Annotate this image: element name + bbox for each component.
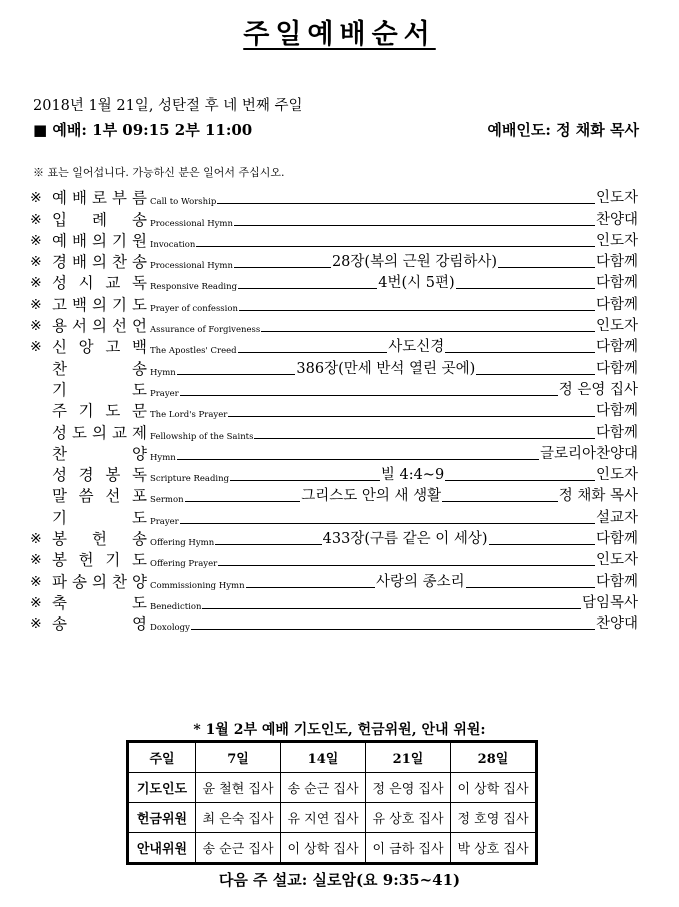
item-name: 주 기 도 문 [52, 402, 147, 421]
standing-mark: ※ [30, 232, 42, 249]
standing-mark: ※ [30, 531, 42, 548]
item-leader: 설교자 [595, 509, 638, 526]
item-name: 신 앙 고 백 [52, 338, 147, 357]
leader-line [498, 267, 595, 268]
item-leader: 다함께 [595, 573, 638, 590]
item-english: Offering Prayer [150, 559, 218, 570]
order-item [30, 507, 638, 528]
item-english: Prayer [150, 388, 179, 399]
item-english: Invocation [150, 239, 196, 250]
leader-line [442, 501, 558, 502]
item-leader: 다함께 [595, 254, 639, 271]
table-cell: 정 호영 집사 [451, 803, 536, 833]
item-leader: 찬양대 [595, 616, 638, 633]
item-english: Call to Worship [150, 197, 217, 208]
column-header: 21일 [366, 743, 451, 773]
leader-line [445, 480, 595, 481]
leader-line [445, 352, 595, 353]
standing-mark: ※ [30, 190, 42, 207]
next-sermon: 다음 주 설교: 실로암(요 9:35~41) [218, 871, 461, 889]
order-item [30, 209, 638, 230]
order-item [30, 529, 638, 550]
table-row [129, 773, 536, 803]
row-header: 기도인도 [129, 773, 196, 803]
leader-line [177, 374, 296, 375]
table-cell: 이 상학 집사 [281, 833, 366, 863]
item-leader: 정 은영 집사 [558, 381, 638, 398]
item-english: Prayer of confession [150, 303, 238, 314]
table-row [129, 803, 536, 833]
item-content: 4번(시 5편) [378, 275, 455, 292]
item-leader: 다함께 [595, 296, 638, 313]
item-content: 433장(구름 같은 이 세상) [322, 531, 488, 548]
item-leader: 담임목사 [581, 594, 638, 611]
leader-line [489, 544, 595, 545]
standing-note: ※ 표는 일어섭니다. 가능하신 분은 일어서 주십시오. [33, 166, 285, 179]
item-leader: 인도자 [595, 190, 638, 207]
item-english: Commissioning Hymn [150, 580, 245, 591]
item-leader: 다함께 [595, 424, 638, 441]
leader-line [238, 288, 377, 289]
item-content: 386장(만세 반석 열린 곳에) [296, 360, 476, 377]
service-leader: 예배인도: 정 채화 목사 [487, 121, 639, 139]
item-leader: 다함께 [595, 531, 638, 548]
table-cell: 박 상호 집사 [451, 833, 536, 863]
item-leader: 인도자 [595, 552, 638, 569]
table-cell: 송 순근 집사 [281, 773, 366, 803]
item-leader: 글로리아찬양대 [539, 445, 638, 462]
table-cell: 송 순근 집사 [196, 833, 281, 863]
page-title: 주일예배순서 [243, 19, 436, 50]
item-name: 찬 송 [52, 359, 147, 378]
leader-line [185, 501, 301, 502]
item-english: Scripture Reading [150, 474, 230, 485]
order-item [30, 252, 638, 273]
item-name: 파 송 의 찬 양 [52, 572, 147, 591]
service-times: ■ 예배: 1부 09:15 2부 11:00 [33, 121, 253, 139]
item-leader: 인도자 [595, 467, 638, 484]
leader-line [456, 288, 595, 289]
standing-mark: ※ [30, 211, 42, 228]
column-header: 28일 [451, 743, 536, 773]
item-name: 봉 헌 기 도 [52, 551, 147, 570]
item-english: Doxology [150, 623, 190, 634]
leader-line [246, 587, 375, 588]
item-name: 성 시 교 독 [52, 274, 147, 293]
order-item [30, 422, 638, 443]
table-cell: 이 상학 집사 [451, 773, 536, 803]
item-name: 기 도 [52, 508, 147, 527]
item-name: 송 영 [52, 615, 147, 634]
item-english: Offering Hymn [150, 538, 215, 549]
leader-line [466, 587, 595, 588]
row-header: 헌금위원 [129, 803, 196, 833]
order-item [30, 294, 638, 315]
leader-line [180, 523, 595, 524]
standing-mark: ※ [30, 254, 42, 271]
leader-line [202, 608, 581, 609]
standing-mark: ※ [30, 318, 42, 335]
item-content: 28장(복의 근원 강림하사) [331, 254, 497, 271]
standing-mark: ※ [30, 296, 42, 313]
standing-mark: ※ [30, 573, 42, 590]
item-name: 예 배 로 부 름 [52, 189, 147, 208]
leader-line [234, 225, 595, 226]
order-item [30, 593, 638, 614]
row-header: 안내위원 [129, 833, 196, 863]
item-english: The Lord's Prayer [150, 410, 228, 421]
item-english: Hymn [150, 367, 176, 378]
order-item [30, 614, 638, 635]
order-item [30, 273, 638, 294]
table-cell: 이 금하 집사 [366, 833, 451, 863]
leader-line [230, 480, 380, 481]
item-content: 사랑의 종소리 [375, 573, 465, 590]
leader-line [177, 459, 539, 460]
order-item [30, 337, 638, 358]
table-cell: 최 은숙 집사 [196, 803, 281, 833]
table-cell: 윤 철현 집사 [196, 773, 281, 803]
leader-line [215, 544, 321, 545]
item-content: 빌 4:4~9 [380, 467, 445, 484]
leader-line [254, 438, 595, 439]
order-item [30, 571, 638, 592]
item-name: 말 씀 선 포 [52, 487, 147, 506]
order-item [30, 380, 638, 401]
column-header: 14일 [281, 743, 366, 773]
leader-line [239, 310, 595, 311]
item-leader: 찬양대 [595, 211, 638, 228]
volunteer-schedule-table [128, 742, 536, 863]
item-name: 용 서 의 선 언 [52, 317, 147, 336]
item-english: Prayer [150, 516, 179, 527]
leader-line [191, 629, 595, 630]
item-english: Processional Hymn [150, 261, 233, 272]
service-date: 2018년 1월 21일, 성탄절 후 네 번째 주일 [33, 98, 303, 114]
order-item [30, 486, 638, 507]
item-name: 성 경 봉 독 [52, 466, 147, 485]
leader-line [238, 352, 388, 353]
item-english: Processional Hymn [150, 218, 233, 229]
order-item [30, 465, 638, 486]
item-name: 축 도 [52, 593, 147, 612]
item-name: 고 백 의 기 도 [52, 295, 147, 314]
schedule-heading: * 1월 2부 예배 기도인도, 헌금위원, 안내 위원: [193, 722, 486, 738]
leader-line [476, 374, 595, 375]
item-name: 기 도 [52, 380, 147, 399]
standing-mark: ※ [30, 616, 42, 633]
item-english: The Apostles' Creed [150, 346, 237, 357]
order-item [30, 316, 638, 337]
item-content: 그리스도 안의 새 생활 [301, 488, 442, 505]
leader-line [261, 331, 595, 332]
item-english: Hymn [150, 452, 176, 463]
item-english: Benediction [150, 601, 202, 612]
leader-line [234, 267, 331, 268]
item-english: Responsive Reading [150, 282, 238, 293]
standing-mark: ※ [30, 339, 42, 356]
leader-line [196, 246, 595, 247]
table-cell: 유 상호 집사 [366, 803, 451, 833]
standing-mark: ※ [30, 552, 42, 569]
order-item [30, 231, 638, 252]
standing-mark: ※ [30, 275, 42, 292]
item-name: 성 도 의 교 제 [52, 423, 147, 442]
item-name: 경 배 의 찬 송 [52, 253, 147, 272]
leader-line [218, 565, 595, 566]
leader-line [217, 203, 595, 204]
order-item [30, 401, 638, 422]
column-header: 7일 [196, 743, 281, 773]
order-item [30, 550, 638, 571]
item-english: Assurance of Forgiveness [150, 325, 261, 336]
item-leader: 인도자 [595, 232, 638, 249]
leader-line [228, 416, 595, 417]
item-name: 예 배 의 기 원 [52, 231, 147, 250]
item-leader: 다함께 [595, 275, 639, 292]
order-of-worship [30, 188, 638, 635]
item-leader: 다함께 [595, 360, 639, 377]
table-row [129, 833, 536, 863]
leader-line [180, 395, 558, 396]
item-leader: 인도자 [595, 318, 638, 335]
table-cell: 유 지연 집사 [281, 803, 366, 833]
item-name: 찬 양 [52, 444, 147, 463]
item-name: 입 례 송 [52, 210, 147, 229]
table-cell: 정 은영 집사 [366, 773, 451, 803]
order-item [30, 188, 638, 209]
order-item [30, 444, 638, 465]
schedule-header-row [129, 743, 536, 773]
item-leader: 다함께 [595, 403, 638, 420]
item-english: Sermon [150, 495, 184, 506]
item-leader: 다함께 [595, 339, 639, 356]
item-name: 봉 헌 송 [52, 530, 147, 549]
standing-mark: ※ [30, 594, 42, 611]
order-item [30, 358, 638, 379]
item-leader: 정 채화 목사 [558, 488, 639, 505]
item-english: Fellowship of the Saints [150, 431, 254, 442]
item-content: 사도신경 [388, 339, 445, 356]
column-header: 주일 [129, 743, 196, 773]
